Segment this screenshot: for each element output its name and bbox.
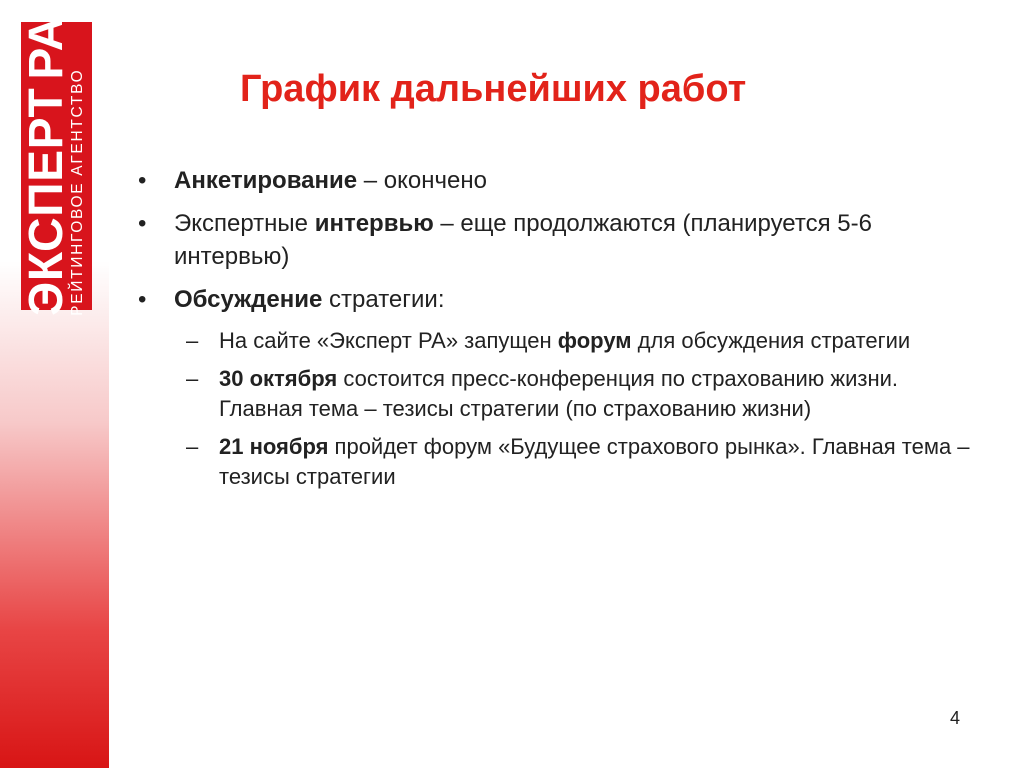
subbullet-item [134, 432, 974, 492]
logo-accent: РА [19, 16, 73, 80]
subbullet-bold: 30 октября [219, 366, 338, 391]
subbullet-text: На сайте «Эксперт РА» запущен [219, 328, 558, 353]
bullet-marker: • [138, 286, 147, 313]
subbullet-marker: – [186, 366, 199, 391]
subbullet-item [134, 326, 974, 356]
bullet-bold: Анкетирование [174, 167, 358, 194]
page-number: 4 [950, 708, 961, 728]
logo-text [19, 16, 87, 316]
subbullet-bold: 21 ноября [219, 434, 329, 459]
slide-title: График дальнейших работ [240, 68, 747, 110]
bullet-marker: • [138, 210, 147, 237]
bullet-marker: • [138, 167, 147, 194]
expert-ra-logo [19, 16, 92, 316]
logo-frame [19, 16, 89, 316]
bullet-bold: интервью [314, 210, 434, 237]
subbullet-marker: – [186, 434, 199, 459]
subbullet-text: состоится пресс-конференция по страхованию жизни. Главная тема – тезисы стратегии (по страхованию жизни) [219, 366, 899, 421]
slide-content [134, 164, 974, 500]
subbullet-text: пройдет форум «Будущее страхового рынка». Главная тема – тезисы стратегии [219, 434, 970, 489]
subbullet-bold: форум [557, 328, 632, 353]
logo-word: ЭКСПЕРТ [19, 87, 73, 316]
bullet-item [134, 164, 974, 197]
subbullet-text: для обсуждения стратегии [631, 328, 911, 353]
subbullet-item [134, 364, 974, 424]
bullet-item [134, 207, 974, 273]
bullet-text: Экспертные [174, 210, 315, 237]
bullet-item [134, 283, 974, 316]
logo-main-text [19, 16, 73, 316]
subbullet-marker: – [186, 328, 199, 353]
bullet-text: стратегии: [322, 286, 445, 313]
bullet-bold: Обсуждение [174, 286, 323, 313]
bullet-text: – окончено [357, 167, 487, 194]
logo-subtitle: РЕЙТИНГОВОЕ АГЕНТСТВО [68, 68, 86, 316]
bullet-text: – еще продолжаются (планируется 5-6 интервью) [174, 210, 872, 270]
